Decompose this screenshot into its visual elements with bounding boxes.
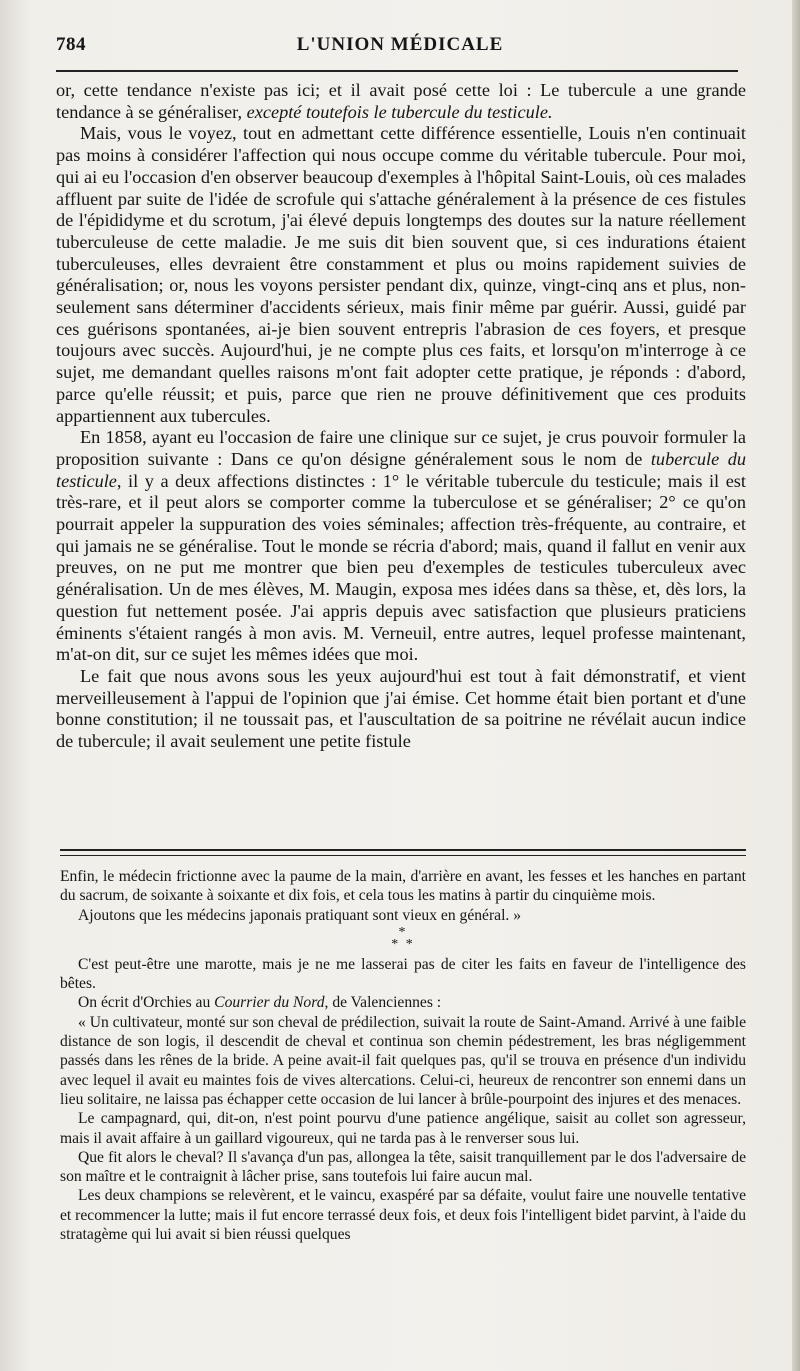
paragraph-3-italic: tubercule du testicule <box>56 448 746 491</box>
paragraph-3 <box>56 427 746 666</box>
feuilleton-paragraph-4-italic: Courrier du Nord <box>214 994 325 1012</box>
page-edge-shadow <box>792 0 800 1371</box>
feuilleton-paragraph-5: « Un cultivateur, monté sur son cheval de prédilection, suivait la route de Saint-Amand. Arrivé à une faible distance de son logis, il descendit de cheval et continua son chemin pédestrement, les bras négligemment passés dans les rênes de la bride. A peine avait-il fait quelques pas, qu'il se trouva en présence d'un individu avec lequel il avait eu maintes fois de vives altercations. Celui-ci, heureux de rencontrer son ennemi dans un lieu solitaire, ne laissa pas échapper cette occasion de lui lancer à brûle-pourpoint des injures et des menaces. <box>60 1013 746 1108</box>
feuilleton-paragraph-8: Les deux champions se relevèrent, et le vaincu, exaspéré par sa défaite, voulut faire une nouvelle tentative et recommencer la lutte; mais il fut encore terrassé deux fois, et deux fois l'intelligent bidet parvint, à l'aide du stratagème qui lui avait si bien réussi quelques <box>60 1187 746 1244</box>
feuilleton-paragraph-3: C'est peut-être une marotte, mais je ne me lasserai pas de citer les faits en faveur de l'intelligence des bêtes. <box>60 955 746 993</box>
asterism-bottom: * * <box>391 936 415 952</box>
asterism-top: * <box>398 924 408 940</box>
paragraph-1 <box>56 80 746 123</box>
feuilleton-paragraph-4-text-a: On écrit d'Orchies au <box>78 994 215 1012</box>
feuilleton-rule <box>60 849 746 856</box>
paragraph-3-text-b: , il y a deux affections distinctes : 1° le véritable tubercule du testicule; mais il est très-rare, et il peut alors se comporter comme la tuberculose et se généraliser; 2° ce qu'on pourrait appeler la suppuration des voies séminales; affection très-fréquente, au contraire, et qui jamais ne se généralise. Tout le monde se récria d'abord; mais, quand il fallut en venir aux preuves, on ne put me montrer que bien peu d'exemples de testicules tuberculeux avec généralisation. Un de mes élèves, M. Maugin, exposa mes idées dans sa thèse, et, dès lors, la question fut nettement posée. J'ai appris depuis avec satisfaction que plusieurs praticiens éminents s'étaient rangés à mon avis. M. Verneuil, entre autres, lequel professe maintenant, m'at-on dit, sur ce sujet les mêmes idées que moi. <box>56 470 746 665</box>
feuilleton-paragraph-4 <box>60 993 746 1012</box>
feuilleton-paragraph-2: Ajoutons que les médecins japonais pratiquant sont vieux en général. » <box>78 906 522 924</box>
feuilleton-paragraph-1: Enfin, le médecin frictionne avec la paume de la main, d'arrière en avant, les fesses et les hanches en partant du sacrum, de soixante à soixante et dix fois, et cela tous les matins à partir du cinquième mois. <box>60 868 746 905</box>
feuilleton-paragraph-7: Que fit alors le cheval? Il s'avança d'un pas, allongea la tête, saisit tranquillement par le dos l'adversaire de son maître et le contraignit à lâcher prise, sans toutefois lui faire aucun mal. <box>60 1148 746 1186</box>
feuilleton-paragraph-6: Le campagnard, qui, dit-on, n'est point pourvu d'une patience angélique, saisit au collet son agresseur, mais il avait affaire à un gaillard vigoureux, qui ne tarda pas à le renverser sous lui. <box>60 1110 746 1147</box>
running-title: L'UNION MÉDICALE <box>296 34 504 55</box>
header-rule <box>56 70 738 72</box>
paragraph-3-text-a: En 1858, ayant eu l'occasion de faire une clinique sur ce sujet, je crus pouvoir formuler la proposition suivante : Dans ce qu'on désigne généralement sous le nom de <box>56 427 746 469</box>
paragraph-4: Le fait que nous avons sous les yeux aujourd'hui est tout à fait démonstratif, et vient merveilleusement à l'appui de l'opinion que j'ai émise. Cet homme était bien portant et d'une bonne constitution; il ne toussait pas, et l'auscultation de sa poitrine ne révélait aucun indice de tubercule; il avait seulement une petite fistule <box>56 665 746 752</box>
feuilleton-section <box>60 867 746 1244</box>
page-header <box>56 34 744 60</box>
asterism-divider <box>60 924 746 952</box>
paragraph-2: Mais, vous le voyez, tout en admettant cette différence essentielle, Louis n'en continuait pas moins à considérer l'affection qui nous occupe comme du véritable tubercule. Pour moi, qui ai eu l'occasion d'en observer beaucoup d'exemples à l'hôpital Saint-Louis, où ces malades affluent par suite de l'idée de scrofule qui s'attache généralement à la présence de ces fistules de l'épididyme et du scrotum, j'ai élevé depuis longtemps des doutes sur la nature réellement tuberculeuse de cette maladie. Je me suis dit bien souvent que, si ces indurations étaient tuberculeuses, elles devraient être constamment et plus ou moins rapidement suivies de généralisation; or, nous les voyons persister pendant dix, quinze, vingt-cinq ans et plus, non-seulement sans déterminer d'accidents sérieux, mais finir même par guérir. Aussi, guidé par ces guérisons spontanées, ai-je bien souvent entrepris l'abrasion de ces foyers, et presque toujours avec succès. Aujourd'hui, je ne compte plus ces faits, et lorsqu'on m'interroge à ce sujet, me demandant quelles raisons m'ont fait adopter cette pratique, je réponds : d'abord, parce qu'elle réussit; et puis, parce que rien ne prouve définitivement que ces produits appartiennent aux tubercules. <box>56 123 746 426</box>
main-article <box>56 80 746 753</box>
feuilleton-paragraph-4-text-b: , de Valenciennes : <box>324 994 442 1012</box>
paragraph-1-italic: excepté toutefois le tubercule du testicule. <box>246 101 553 122</box>
page-number: 784 <box>56 34 86 55</box>
paragraph-1-text: or, cette tendance n'existe pas ici; et il avait posé cette loi : Le tubercule a une grande tendance à se généraliser, <box>56 80 746 122</box>
